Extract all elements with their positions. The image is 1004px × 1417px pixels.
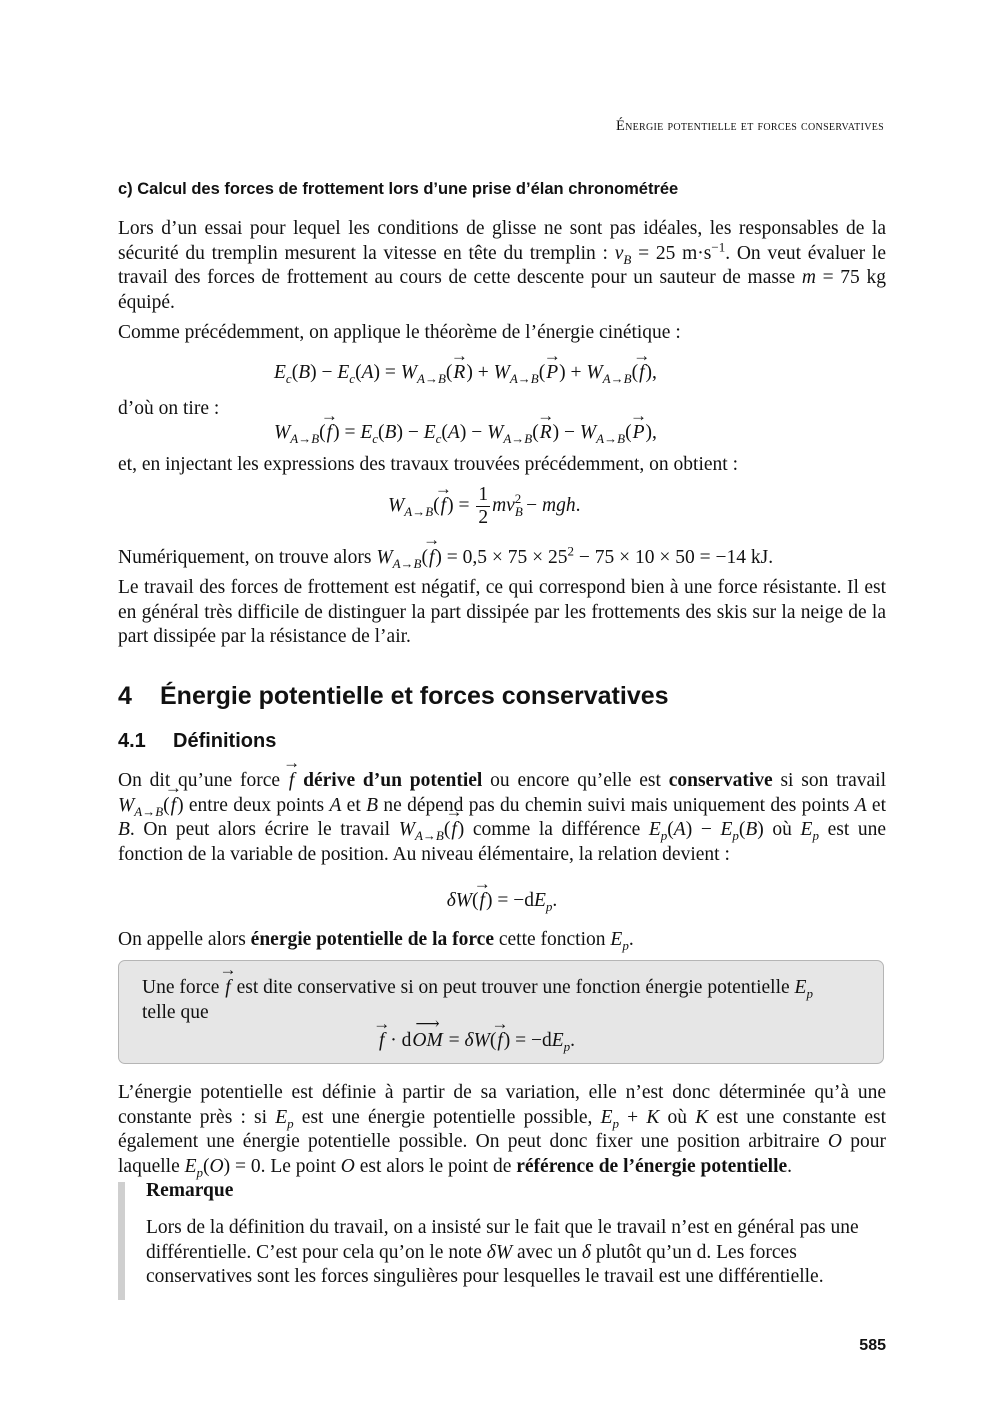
remark-bar	[118, 1182, 125, 1300]
paragraph-intro: Lors d’un essai pour lequel les conditions de glisse ne sont pas idéales, les responsables de la sécurité du tremplin mesurent la vitesse en tête du tremplin : $v_B = 25$ $m\cdot s^{-1}$. On veut évaluer le travail des forces de frottement au cours de cette descente pour un sauteur de masse m = 75 kg équipé.	[118, 218, 886, 313]
paragraph-conclusion: Le travail des forces de frottement est négatif, ce qui correspond bien à une force résistante. Il est en général très difficile de distinguer la part dissipée par les frottements des skis sur la neige de la part dissipée par la résistance de l’air.	[118, 577, 886, 648]
equation-friction-work: $W_{A\to B}(\to f) = E_c(B) - E_c(A) - W_{A\to B}(\to R) - W_{A\to B}(\to P)$,	[274, 422, 657, 444]
paragraph-definition: On dit qu’une force → f dérive d’un potentiel ou encore qu’elle est conservative si son travail $W_{A\to B}(\to f)$ entre deux points A et B ne dépend pas du chemin suivi mais uniquement des points A et B. On peut alors écrire le travail $W_{A\to B}(\to f)$ comme la différence $E_p(A) - E_p(B)$ où $E_p$ est une fonction de la variable de position. Au niveau élémentaire, la relation devient :	[118, 769, 886, 867]
paragraph-dou: d’où on tire :	[118, 398, 220, 419]
subsection-title: c) Calcul des forces de frottement lors d’une prise d’élan chronométrée	[118, 180, 679, 198]
paragraph-potential-energy: On appelle alors énergie potentielle de la force cette fonction $E_p$.	[118, 929, 634, 953]
equation-kinetic-energy: $E_c(B) - E_c(A) = W_{A\to B}(\to R) + W_{A\to B}(\to P) + W_{A\to B}(\to f)$,	[274, 362, 657, 384]
remark-title: Remarque	[146, 1180, 234, 1201]
paragraph-injecting: et, en injectant les expressions des travaux trouvées précédemment, on obtient :	[118, 454, 739, 475]
paragraph-theorem: Comme précédemment, on applique le théorème de l’énergie cinétique :	[118, 322, 681, 343]
remark-text: Lors de la définition du travail, on a insisté sur le fait que le travail n’est en général pas une différentielle. C’est pour cela qu’on le note δW avec un δ plutôt qu’un d. Les forces conservatives sont les forces singulières pour lesquelles le travail est une différentielle.	[146, 1217, 859, 1288]
equation-friction-result: $W_{A\to B}(\to f)$ = $\frac{1}{2}$ $mv_B^2$ − mgh.	[388, 484, 581, 529]
paragraph-numerical: Numériquement, on trouve alors $W_{A\to B}(\to f) = 0,5 \times 75 \times 25^2 - 75 \times 10 \times 50 = -14$ kJ.	[118, 546, 886, 571]
subsection-heading: 4.1 Définitions	[118, 730, 277, 752]
section-heading: 4 Énergie potentielle et forces conservatives	[118, 682, 669, 710]
definition-box-text: Une force → f est dite conservative si on peut trouver une fonction énergie potentielle $E_p$ telle que	[142, 976, 864, 1025]
page-number: 585	[859, 1337, 886, 1354]
equation-conservative-force: → f · d⟶ OM = $\delta W(\to f) = -dE_p$.	[378, 1030, 575, 1052]
equation-elementary-work: $\delta W(\to f) = -dE_p$.	[118, 890, 886, 912]
running-header: Énergie potentielle et forces conservatives	[615, 118, 884, 134]
paragraph-reference: L’énergie potentielle est définie à partir de sa variation, elle n’est donc déterminée qu’à une constante près : si $E_p$ est une énergie potentielle possible, $E_p + K$ où K est une constante est également une énergie potentielle possible. On peut donc fixer une position arbitraire O pour laquelle $E_p(O) = 0$. Le point O est alors le point de référence de l’énergie potentielle.	[118, 1082, 887, 1180]
